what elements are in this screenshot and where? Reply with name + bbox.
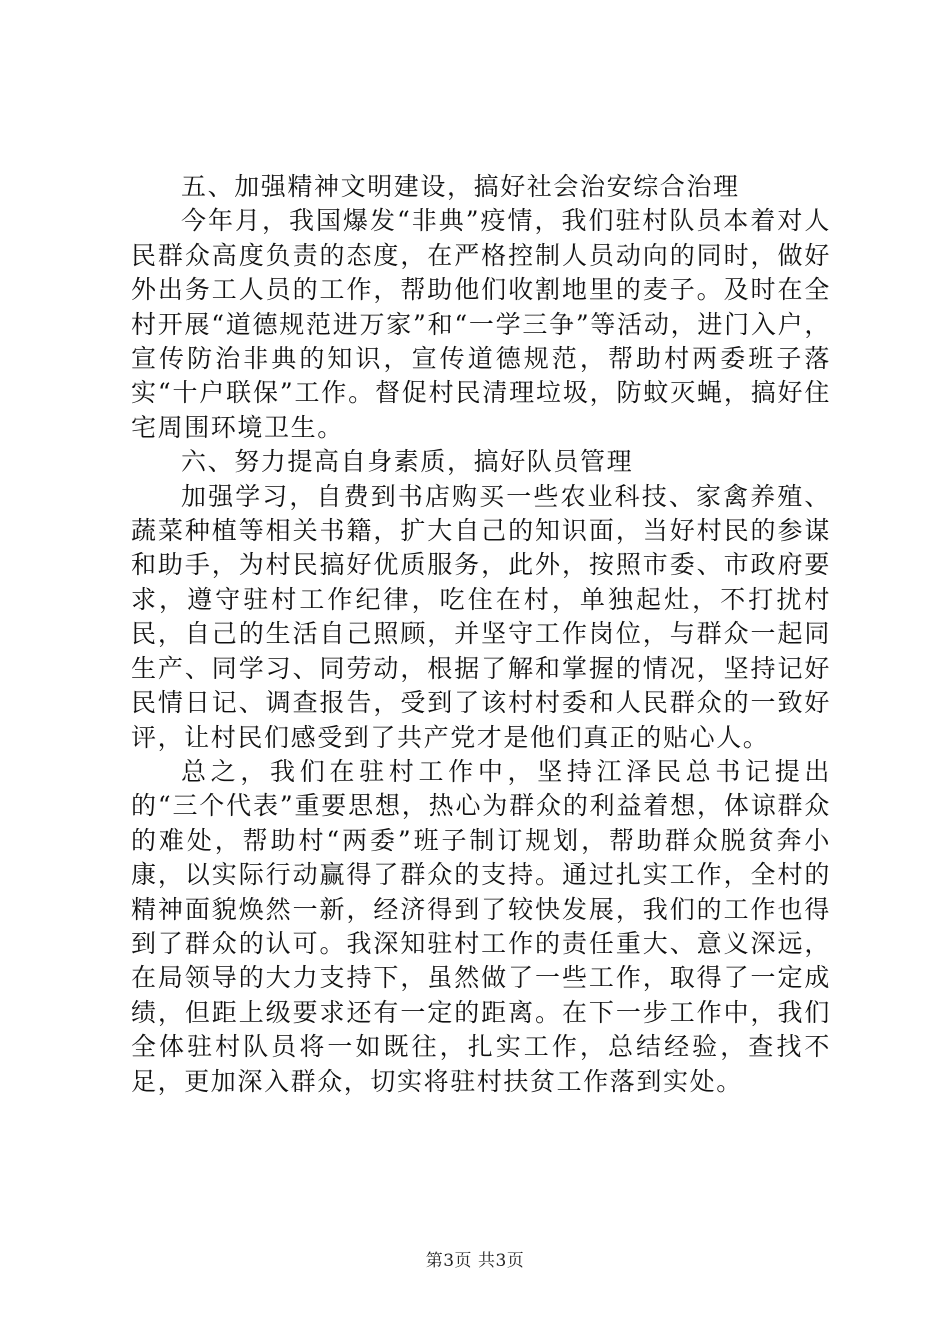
page-number-footer: 第3页 共3页	[425, 1251, 525, 1271]
body-paragraph: 加强学习，自费到书店购买一些农业科技、家禽养殖、蔬菜种植等相关书籍，扩大自己的知识面，当好村民的参谋和助手，为村民搞好优质服务，此外，按照市委、市政府要求，遵守驻村工作纪律，吃住在村，单独起灶，不打扰村民，自己的生活自己照顾，并坚守工作岗位，与群众一起同生产、同学习、同劳动，根据了解和掌握的情况，坚持记好民情日记、调查报告，受到了该村村委和人民群众的一致好评，让村民们感受到了共产党才是他们真正的贴心人。	[131, 481, 831, 752]
section-heading-5: 五、加强精神文明建设，搞好社会治安综合治理	[181, 172, 740, 201]
conclusion-paragraph: 总之，我们在驻村工作中，坚持江泽民总书记提出的“三个代表”重要思想，热心为群众的利益着想，体谅群众的难处，帮助村“两委”班子制订规划，帮助群众脱贫奔小康，以实际行动赢得了群众的支持。通过扎实工作，全村的精神面貌焕然一新，经济得到了较快发展，我们的工作也得到了群众的认可。我深知驻村工作的责任重大、意义深远，在局领导的大力支持下，虽然做了一些工作，取得了一定成绩，但距上级要求还有一定的距离。在下一步工作中，我们全体驻村队员将一如既往，扎实工作，总结经验，查找不足，更加深入群众，切实将驻村扶贫工作落到实处。	[131, 756, 831, 1096]
section-heading-6: 六、努力提高自身素质，搞好队员管理	[181, 447, 634, 477]
document-body	[131, 170, 831, 1099]
body-paragraph: 今年月，我国爆发“非典”疫情，我们驻村队员本着对人民群众高度负责的态度，在严格控制人员动向的同时，做好外出务工人员的工作，帮助他们收割地里的麦子。及时在全村开展“道德规范进万家”和“一学三争”等活动，进门入户，宣传防治非典的知识，宣传道德规范，帮助村两委班子落实“十户联保”工作。督促村民清理垃圾，防蚊灭蝇，搞好住宅周围环境卫生。	[131, 206, 831, 442]
